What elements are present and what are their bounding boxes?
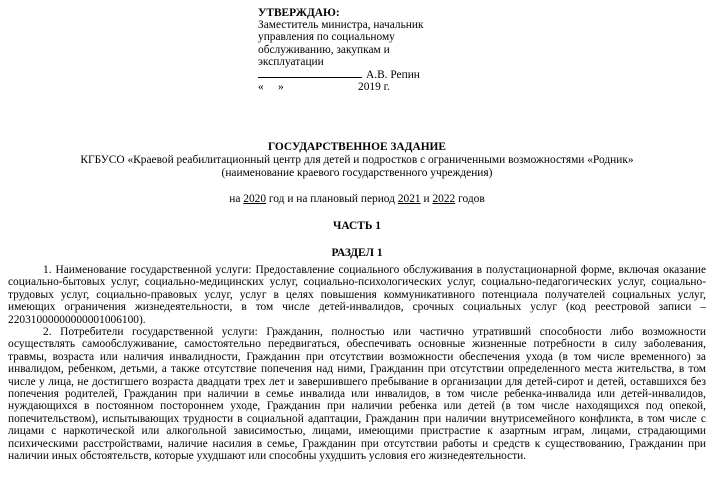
signatory-name: А.В. Репин (366, 69, 420, 82)
organization-name: КГБУСО «Краевой реабилитационный центр для детей и подростков с ограниченными возможностями «Родник» (80, 154, 634, 166)
document-title: ГОСУДАРСТВЕННОЕ ЗАДАНИЕ (267, 141, 447, 153)
approval-line: эксплуатации (258, 55, 324, 68)
period-and: и (423, 193, 430, 205)
year-plan-1: 2021 (397, 193, 421, 205)
date-quote-open: « (258, 81, 264, 94)
plan-period (0, 193, 714, 206)
paragraph-consumers: 2. Потребители государственной услуги: Гражданин, полностью или частично утративший способности либо возможности осуществлять самообслуживание, самостоятельно передвигаться, обеспечивать основные жизненные потребности в силу заболевания, травмы, возраста или наличия инвалидности, Гражданин при отсутствии возможности обеспечения ухода (в том числе временного) за инвалидом, ребенком, детьми, а также отсутствие попечения над ними, Гражданин при отсутствии определенного места жительства, в том числе у лица, не достигшего возраста двадцати трех лет и завершившего пребывание в организации для детей-сирот и детей, оставшихся без попечения родителей, Гражданин при наличии в семье инвалида или инвалидов, в том числе ребенка-инвалида или детей-инвалидов, нуждающихся в постоянном постороннем уходе, Гражданин при наличии ребенка или детей (в том числе находящихся под опекой, попечительством), испытывающих трудности в социальной адаптации, Гражданин при наличии внутрисемейного конфликта, в том числе с лицами с наркотической или алкогольной зависимостью, лицами, имеющими пристрастие к азартным играм, лицами, страдающими психическими расстройствами, наличие насилия в семье, Гражданин при отсутствии работы и средств к существованию, Гражданин при наличии иных обстоятельств, которые ухудшают или способны ухудшить условия его жизнедеятельности. (8, 326, 706, 463)
section-heading: РАЗДЕЛ 1 (331, 247, 383, 259)
approval-line: обслуживанию, закупкам и (258, 43, 390, 56)
approval-title: УТВЕРЖДАЮ: (258, 7, 340, 19)
approval-date-row (258, 81, 518, 93)
date-quote-close: » (278, 81, 284, 94)
part-heading: ЧАСТЬ 1 (333, 220, 381, 232)
year-plan-2: 2022 (432, 193, 456, 205)
period-suffix: годов (458, 193, 485, 205)
approval-block (258, 7, 518, 93)
signature-line (258, 68, 362, 78)
document-body (8, 264, 706, 463)
period-prefix: на (229, 193, 241, 205)
year-main: 2020 (243, 193, 267, 205)
period-middle: год и на плановый период (268, 193, 395, 205)
signature-row (258, 68, 518, 81)
paragraph-service-name: 1. Наименование государственной услуги: Предоставление социального обслуживания в полустационарной форме, включая оказание социально-бытовых услуг, социально-медицинских услуг, социально-психологических услуг, социально-педагогических услуг, социально-трудовых услуг, социально-правовых услуг, услуг в целях повышения коммуникативного потенциала получателей социальных услуг, имеющих ограничения жизнедеятельности, в том числе детей-инвалидов, срочных социальных услуг (код реестровой записи – 22031000000000001006100). (8, 264, 706, 326)
approval-line: Заместитель министра, начальник (258, 19, 424, 32)
organization-note: (наименование краевого государственного учреждения) (221, 167, 493, 179)
approval-line: управления по социальному (258, 31, 395, 44)
date-year: 2019 г. (358, 81, 390, 94)
